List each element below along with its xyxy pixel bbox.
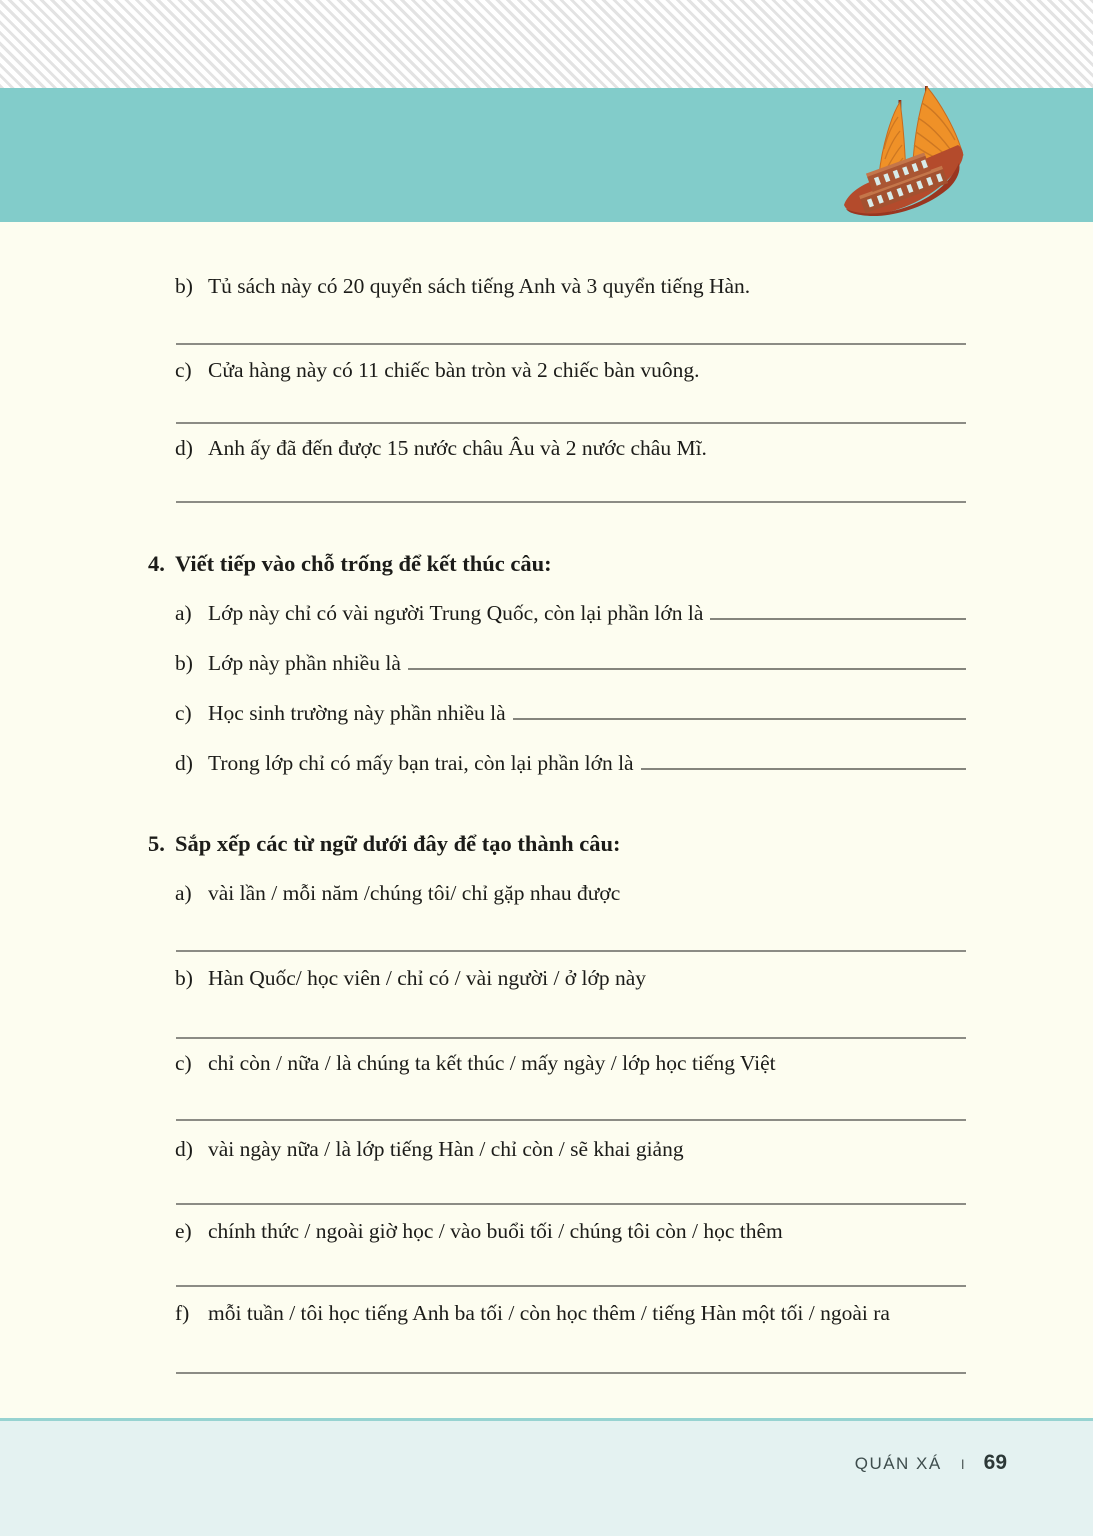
hatched-header-strip bbox=[0, 0, 1093, 88]
exercise-heading bbox=[148, 547, 966, 581]
exercise-title: Viết tiếp vào chỗ trống để kết thúc câu: bbox=[175, 551, 552, 576]
item-text: chỉ còn / nữa / là chúng ta kết thúc / mấy ngày / lớp học tiếng Việt bbox=[208, 1051, 776, 1075]
answer-line bbox=[176, 1372, 966, 1374]
item-text: Lớp này phần nhiều là bbox=[208, 651, 401, 675]
item-text: vài ngày nữa / là lớp tiếng Hàn / chỉ còn / sẽ khai giảng bbox=[208, 1137, 684, 1161]
item-label: a) bbox=[175, 881, 192, 905]
item-label: b) bbox=[175, 274, 193, 298]
item-label: b) bbox=[175, 966, 193, 990]
item-text: Tủ sách này có 20 quyển sách tiếng Anh và 3 quyển tiếng Hàn. bbox=[208, 274, 751, 298]
exercise-item bbox=[148, 270, 966, 302]
page-footer bbox=[0, 1418, 1093, 1536]
item-text: Hàn Quốc/ học viên / chỉ có / vài người / ở lớp này bbox=[208, 966, 647, 990]
item-label: f) bbox=[175, 1301, 190, 1325]
exercise-item bbox=[148, 1215, 966, 1247]
teal-banner bbox=[0, 88, 1093, 222]
item-label: d) bbox=[175, 436, 193, 460]
item-label: c) bbox=[175, 1051, 192, 1075]
exercise-item bbox=[148, 697, 966, 729]
item-text: Học sinh trường này phần nhiều là bbox=[208, 701, 506, 725]
item-label: e) bbox=[175, 1219, 192, 1243]
exercise-item bbox=[148, 1297, 966, 1329]
exercise-item bbox=[148, 1047, 966, 1079]
answer-blank bbox=[710, 618, 966, 620]
item-text: Anh ấy đã đến được 15 nước châu Âu và 2 nước châu Mĩ. bbox=[208, 436, 707, 460]
item-label: c) bbox=[175, 701, 192, 725]
exercise-item bbox=[148, 962, 966, 994]
answer-line bbox=[176, 950, 966, 952]
exercise-item bbox=[148, 647, 966, 679]
answer-line bbox=[176, 1037, 966, 1039]
answer-blank bbox=[513, 718, 966, 720]
footer-section-label: QUÁN XÁ bbox=[854, 1454, 942, 1473]
item-label: b) bbox=[175, 651, 193, 675]
item-text: mỗi tuần / tôi học tiếng Anh ba tối / còn học thêm / tiếng Hàn một tối / ngoài ra bbox=[208, 1301, 890, 1325]
exercise-number: 4. bbox=[148, 551, 165, 576]
answer-line bbox=[176, 1203, 966, 1205]
exercise-item bbox=[148, 597, 966, 629]
exercise-item bbox=[148, 1133, 966, 1165]
page-content bbox=[0, 270, 1093, 1374]
item-text: Trong lớp chỉ có mấy bạn trai, còn lại phần lớn là bbox=[208, 751, 634, 775]
item-text: Cửa hàng này có 11 chiếc bàn tròn và 2 chiếc bàn vuông. bbox=[208, 358, 700, 382]
exercise-item bbox=[148, 432, 966, 464]
answer-line bbox=[176, 422, 966, 424]
answer-blank bbox=[641, 768, 966, 770]
answer-line bbox=[176, 1285, 966, 1287]
answer-blank bbox=[408, 668, 966, 670]
exercise-number: 5. bbox=[148, 831, 165, 856]
item-text: Lớp này chỉ có vài người Trung Quốc, còn lại phần lớn là bbox=[208, 601, 704, 625]
answer-line bbox=[176, 1119, 966, 1121]
exercise-item bbox=[148, 877, 966, 909]
exercise-item bbox=[148, 354, 966, 386]
item-label: d) bbox=[175, 751, 193, 775]
junk-boat-icon bbox=[842, 85, 968, 219]
item-label: c) bbox=[175, 358, 192, 382]
answer-line bbox=[176, 501, 966, 503]
answer-line bbox=[176, 343, 966, 345]
exercise-item bbox=[148, 747, 966, 779]
exercise-title: Sắp xếp các từ ngữ dưới đây để tạo thành câu: bbox=[175, 831, 621, 856]
item-label: d) bbox=[175, 1137, 193, 1161]
item-text: vài lần / mỗi năm /chúng tôi/ chỉ gặp nhau được bbox=[208, 881, 621, 905]
item-label: a) bbox=[175, 601, 192, 625]
page-number: 69 bbox=[983, 1451, 1007, 1474]
item-text: chính thức / ngoài giờ học / vào buổi tối / chúng tôi còn / học thêm bbox=[208, 1219, 783, 1243]
footer-divider: I bbox=[960, 1456, 965, 1472]
exercise-heading bbox=[148, 827, 966, 861]
